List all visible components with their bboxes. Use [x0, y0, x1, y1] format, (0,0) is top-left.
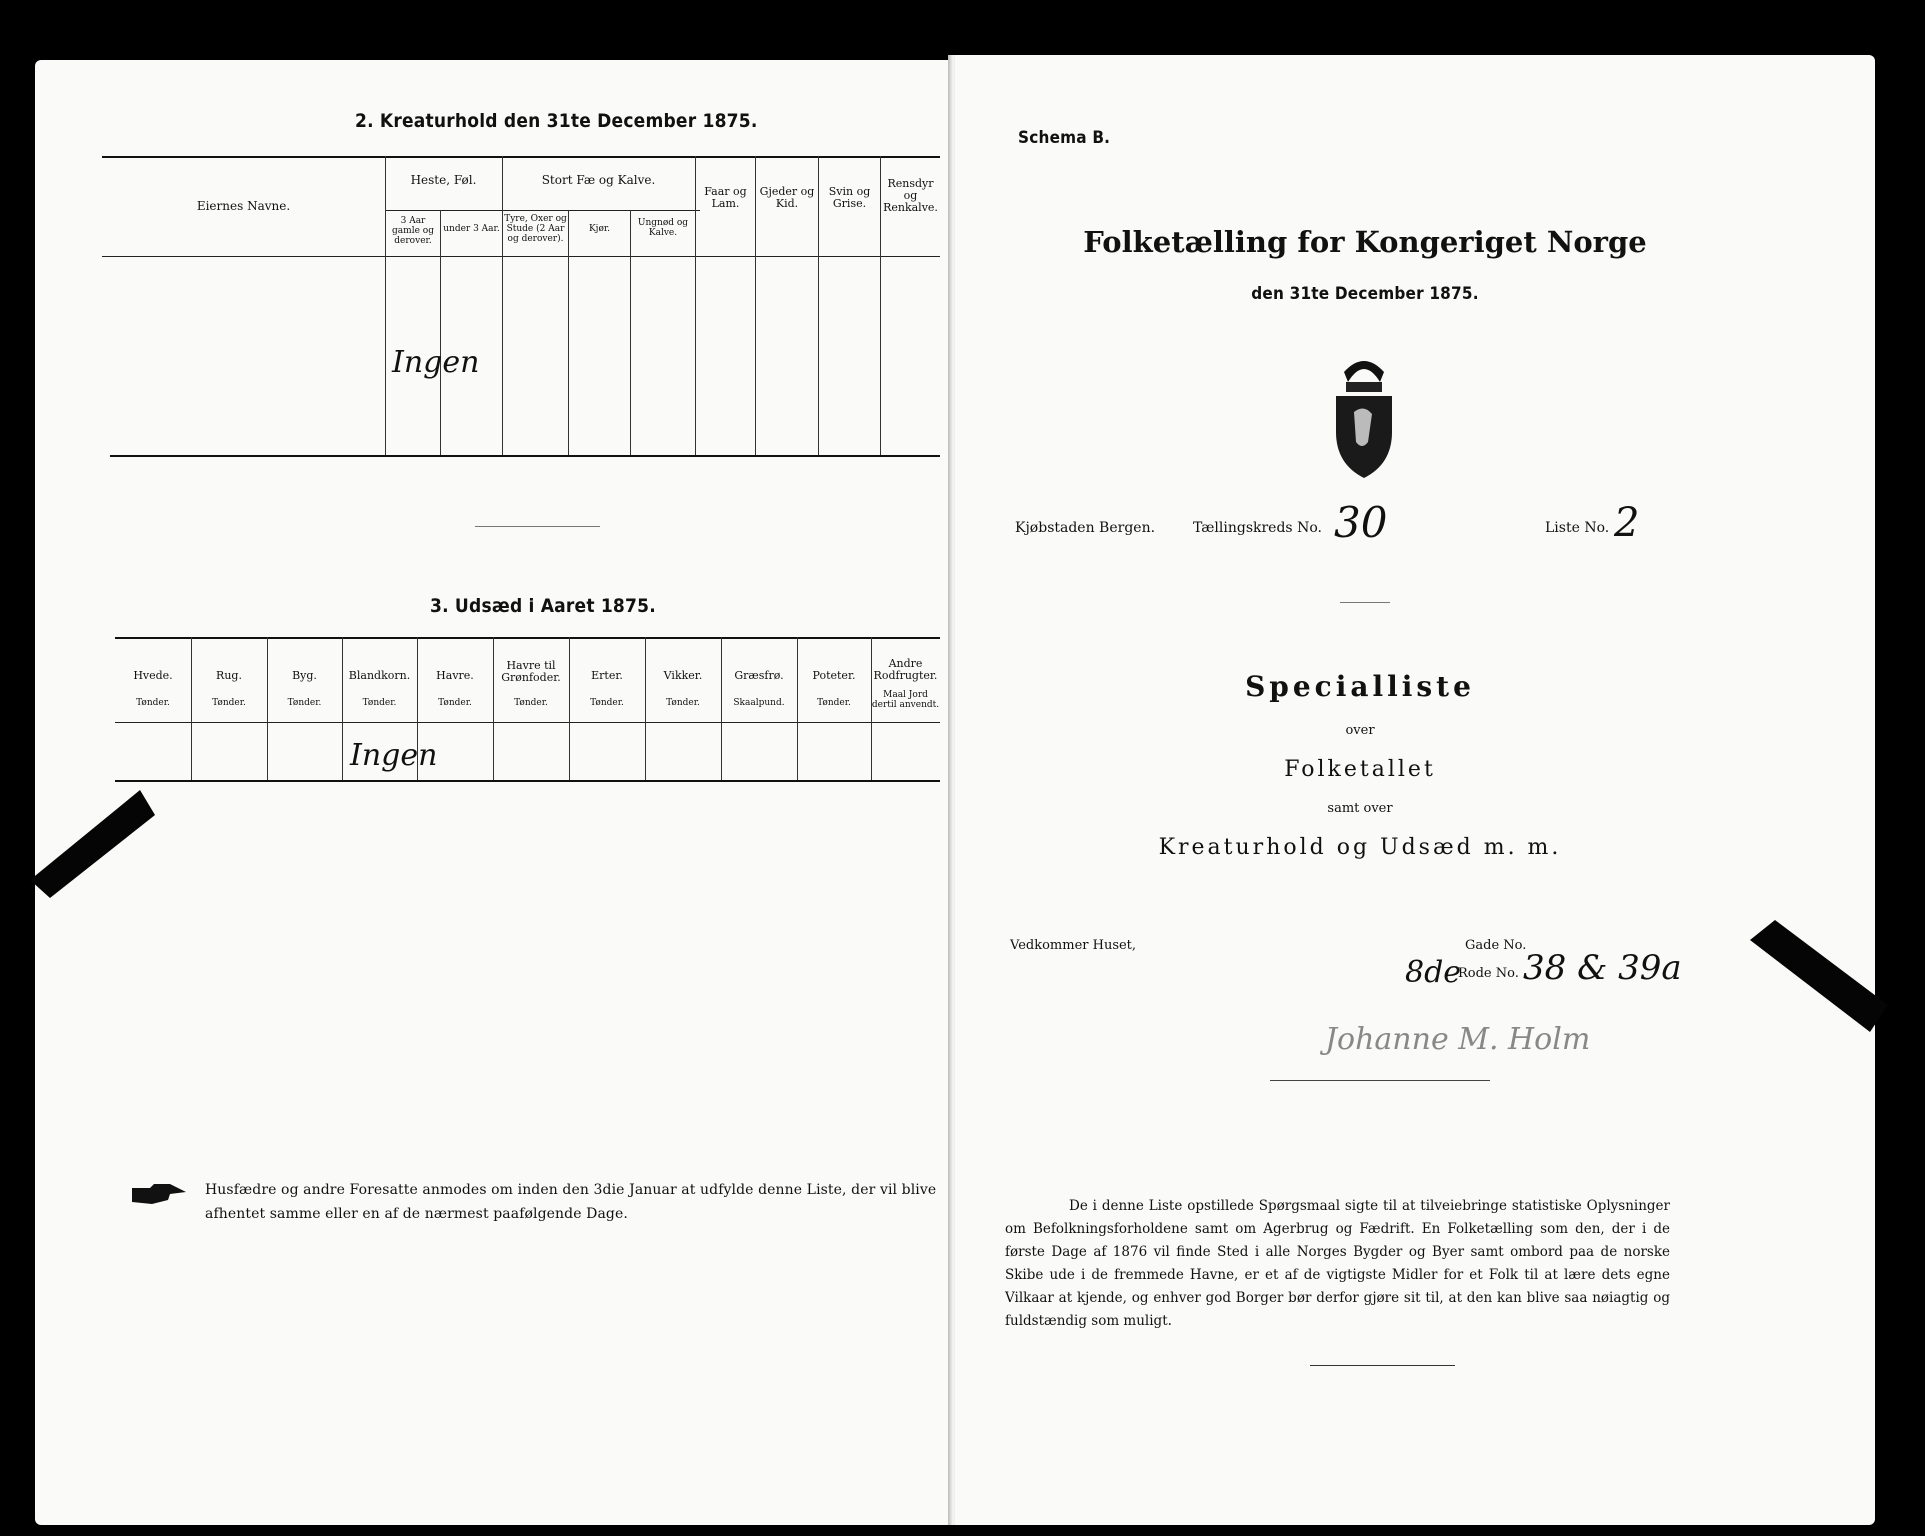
gade-label: Gade No.	[1465, 938, 1527, 953]
specialliste-heading: Specialliste	[1245, 670, 1475, 703]
rye-unit: Tønder.	[212, 698, 246, 708]
schema-label: Schema B.	[1018, 128, 1111, 148]
seed-entry-handwritten: Ingen	[350, 738, 438, 773]
divider	[475, 526, 600, 527]
rode-value-handwritten: 38 & 39a	[1523, 948, 1682, 988]
divider	[1340, 602, 1390, 603]
left-page-clip	[20, 770, 160, 900]
rye-header: Rug.	[216, 669, 242, 682]
reindeer-header: Rensdyr og Renkalve.	[883, 177, 938, 214]
norway-coat-of-arms-icon	[1328, 352, 1400, 482]
cattle-cows-header: Kjør.	[588, 224, 611, 234]
kreds-label: Tællingskreds No.	[1193, 520, 1322, 536]
section2-title: 2. Kreaturhold den 31te December 1875.	[355, 110, 758, 132]
potatoes-header: Poteter.	[812, 669, 856, 682]
left-page	[35, 60, 953, 1525]
peas-header: Erter.	[591, 669, 623, 682]
rode-prefix-handwritten: 8de	[1405, 955, 1462, 990]
wheat-header: Hvede.	[133, 669, 173, 682]
horses-3yr-header: 3 Aar gamle og derover.	[392, 216, 434, 246]
liste-value-handwritten: 2	[1614, 500, 1640, 546]
cattle-young-header: Ungnød og Kalve.	[637, 218, 689, 238]
folketallet-heading: Folketallet	[1284, 757, 1436, 782]
green-fodder-unit: Tønder.	[514, 698, 548, 708]
barley-header: Byg.	[292, 669, 317, 682]
mixed-grain-header: Blandkorn.	[348, 669, 411, 682]
potatoes-unit: Tønder.	[817, 698, 851, 708]
mixed-grain-unit: Tønder.	[362, 698, 397, 708]
cattle-header: Stort Fæ og Kalve.	[541, 173, 656, 187]
livestock-entry-handwritten: Ingen	[392, 345, 480, 380]
document-date: den 31te December 1875.	[1251, 284, 1479, 304]
cattle-bulls-header: Tyre, Oxer og Stude (2 Aar og derover).	[504, 214, 567, 244]
pointing-hand-icon	[130, 1180, 190, 1208]
vetch-unit: Tønder.	[666, 698, 700, 708]
right-page-clip	[1740, 920, 1890, 1040]
rode-label: Rode No.	[1458, 966, 1519, 981]
over-label: over	[1345, 723, 1375, 738]
samt-over-label: samt over	[1327, 801, 1393, 816]
horses-header: Heste, Føl.	[410, 173, 477, 187]
kreaturhold-heading: Kreaturhold og Udsæd m. m.	[1158, 835, 1562, 860]
owner-name-header: Eiernes Navne.	[196, 199, 291, 213]
barley-unit: Tønder.	[287, 698, 322, 708]
wheat-unit: Tønder.	[136, 698, 170, 708]
goats-header: Gjeder og Kid.	[759, 185, 815, 210]
pigs-header: Svin og Grise.	[828, 185, 871, 210]
liste-label: Liste No.	[1545, 520, 1610, 536]
closing-line	[1310, 1365, 1455, 1366]
vetch-header: Vikker.	[663, 669, 703, 682]
horses-under3-header: under 3 Aar.	[443, 224, 500, 234]
root-crops-unit: Maal Jord dertil anvendt.	[871, 690, 940, 710]
grass-seed-unit: Skaalpund.	[733, 698, 785, 708]
instruction-notice: Husfædre og andre Foresatte anmodes om inden den 3die Januar at udfylde denne Liste, der vil blive afhentet samme eller en af de nærmest paafølgende Dage.	[205, 1182, 937, 1222]
grass-seed-header: Græsfrø.	[734, 669, 784, 682]
explanatory-paragraph: De i denne Liste opstillede Spørgsmaal sigte til at tilveiebringe statistiske Oplysninger om Befolkningsforholdene samt om Agerbrug og Fædrift. En Folketælling som den, der i de første Dage af 1876 vil finde Sted i alle Norges Bygder og Byer samt ombord paa de norske Skibe ude i de fremmede Havne, er et af de vigtigste Midler for et Folk til at lære dets egne Vilkaar at kjende, og enhver god Borger bør derfor gjøre sit til, at den kan blive saa nøiagtig og fuldstændig som muligt.	[1005, 1198, 1670, 1329]
vedkommer-label: Vedkommer Huset,	[1010, 938, 1137, 953]
section3-title: 3. Udsæd i Aaret 1875.	[430, 595, 656, 617]
oats-header: Havre.	[436, 669, 474, 682]
sheep-header: Faar og Lam.	[704, 185, 747, 210]
peas-unit: Tønder.	[590, 698, 624, 708]
signature-line	[1270, 1080, 1490, 1081]
district-label: Kjøbstaden Bergen.	[1015, 520, 1156, 536]
kreds-value-handwritten: 30	[1334, 498, 1388, 547]
document-title: Folketælling for Kongeriget Norge	[1083, 225, 1647, 259]
oats-unit: Tønder.	[438, 698, 472, 708]
owner-signature: Johanne M. Holm	[1325, 1022, 1591, 1057]
root-crops-header: Andre Rodfrugter.	[873, 657, 938, 682]
green-fodder-header: Havre til Grønfoder.	[501, 659, 561, 684]
